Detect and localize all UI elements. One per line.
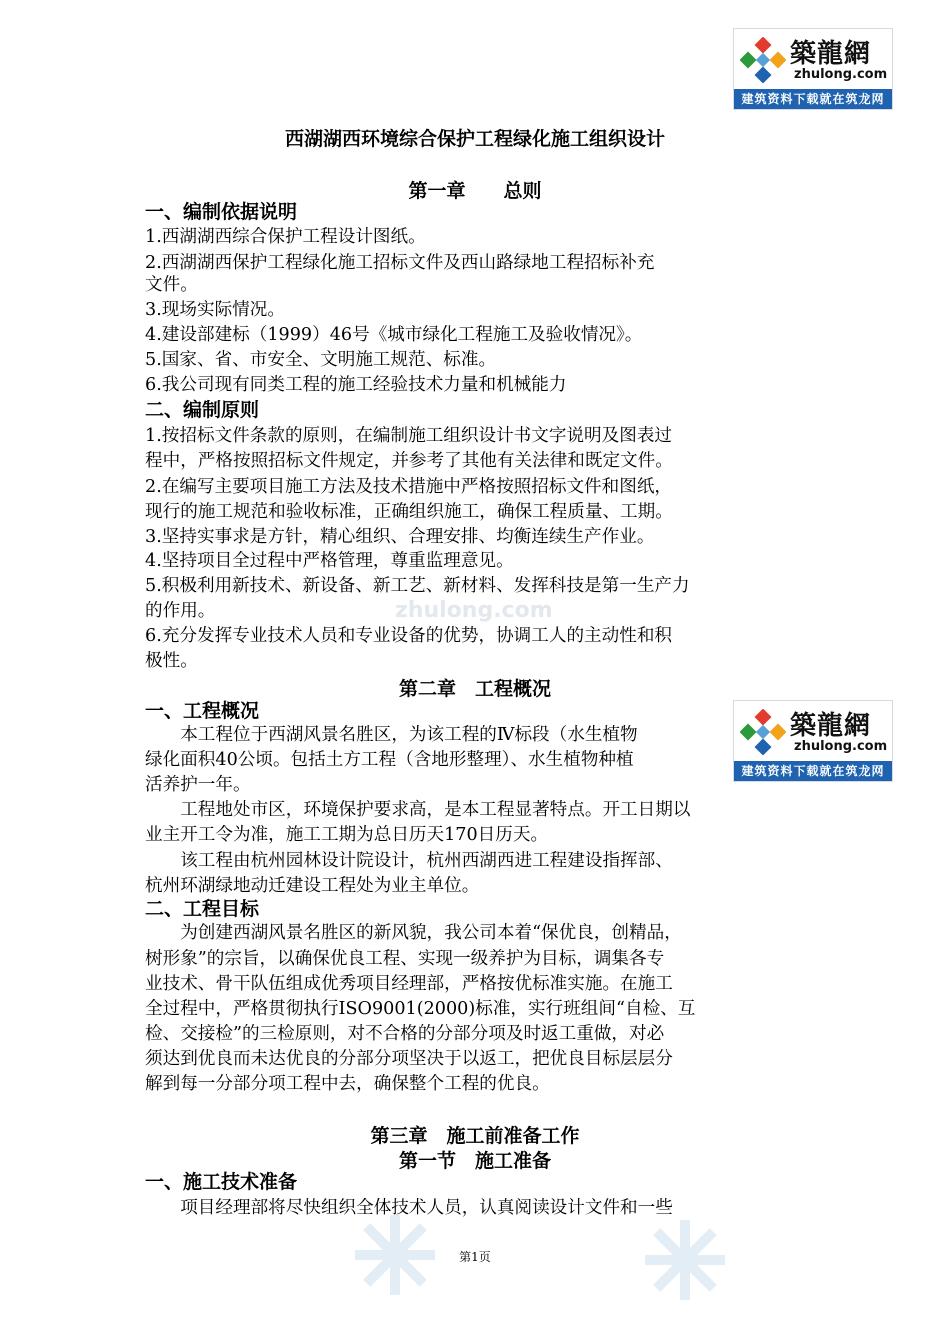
section-title: 第一节 施工准备 [398,1150,551,1172]
paragraph-line: 5.国家、省、市安全、文明施工规范、标准。 [145,350,497,370]
paragraph-line: 该工程由杭州园林设计院设计，杭州西湖西进工程建设指挥部、 [145,851,673,871]
logo-slogan: 建筑资料下载就在筑龙网 [734,89,892,109]
logo-name: 築龍網 [790,39,872,69]
paragraph-line: 文件。 [145,275,198,295]
paragraph-line: 3.坚持实事求是方针，精心组织、合理安排、均衡连续生产作业。 [145,527,655,547]
paragraph-line: 4.坚持项目全过程中严格管理，尊重监理意见。 [145,551,514,571]
zhulong-logo-overlay [733,700,893,782]
paragraph-line: 活养护一年。 [145,775,251,795]
section-heading: 一、施工技术准备 [145,1171,298,1193]
paragraph-line: 树形象”的宗旨，以确保优良工程、实现一级养护为目标，调集各专 [145,949,665,969]
chapter-3-title: 第三章 施工前准备工作 [370,1125,580,1147]
paragraph-line: 检、交接检”的三检原则，对不合格的分部分项及时返工重做，对必 [145,1024,665,1044]
zhulong-logo-icon [740,709,786,755]
paragraph-line: 全过程中，严格贯彻执行ISO9001(2000)标准，实行班组间“自检、互 [145,999,696,1019]
logo-domain: zhulong.com [794,739,888,754]
chapter-2-title: 第二章 工程概况 [398,678,551,700]
logo-slogan: 建筑资料下载就在筑龙网 [734,761,892,781]
paragraph-line: 本工程位于西湖风景名胜区，为该工程的Ⅳ标段（水生植物 [145,725,638,745]
paragraph-line: 5.积极利用新技术、新设备、新工艺、新材料、发挥科技是第一生产力 [145,576,690,596]
paragraph-line: 3.现场实际情况。 [145,300,285,320]
document-title: 西湖湖西环境综合保护工程绿化施工组织设计 [284,128,665,150]
paragraph-line: 为创建西湖风景名胜区的新风貌，我公司本着“保优良，创精品， [145,923,682,943]
logo-name: 築龍網 [790,711,872,741]
paragraph-line: 6.充分发挥专业技术人员和专业设备的优势，协调工人的主动性和积 [145,626,673,646]
zhulong-watermark: zhulong.com [395,598,553,623]
paragraph-line: 解到每一分部分项工程中去，确保整个工程的优良。 [145,1074,550,1094]
zhulong-logo-icon [740,37,786,83]
paragraph-line: 2.在编写主要项目施工方法及技术措施中严格按照招标文件和图纸， [145,477,673,497]
paragraph-line: 业技术、骨干队伍组成优秀项目经理部，严格按优标准实施。在施工 [145,974,673,994]
paragraph-line: 工程地处市区，环境保护要求高，是本工程显著特点。开工日期以 [145,800,691,820]
paragraph-line: 现行的施工规范和验收标准，正确组织施工，确保工程质量、工期。 [145,502,673,522]
paragraph-line: 项目经理部将尽快组织全体技术人员，认真阅读设计文件和一些 [145,1198,673,1218]
paragraph-line: 1.按招标文件条款的原则，在编制施工组织设计书文字说明及图表过 [145,426,673,446]
paragraph-line: 1.西湖湖西综合保护工程设计图纸。 [145,227,426,247]
paragraph-line: 6.我公司现有同类工程的施工经验技术力量和机械能力 [145,375,567,395]
chapter-1-title: 第一章 总则 [408,180,542,202]
paragraph-line: 业主开工令为准，施工工期为总日历天170日历天。 [145,825,549,845]
paragraph-line: 程中，严格按照招标文件规定，并参考了其他有关法律和既定文件。 [145,451,673,471]
section-heading: 一、编制依据说明 [145,201,298,223]
paragraph-line: 绿化面积40公顷。包括土方工程（含地形整理）、水生植物种植 [145,750,634,770]
paragraph-line: 须达到优良而未达优良的分部分项坚决于以返工，把优良目标层层分 [145,1049,673,1069]
paragraph-line: 2.西湖湖西保护工程绿化施工招标文件及西山路绿地工程招标补充 [145,253,655,273]
paragraph-line: 极性。 [145,651,198,671]
paragraph-line: 的作用。 [145,601,216,621]
section-heading: 二、工程目标 [145,898,260,920]
zhulong-logo [733,28,893,110]
section-heading: 二、编制原则 [145,399,260,421]
logo-domain: zhulong.com [794,67,888,82]
paragraph-line: 杭州环湖绿地动迁建设工程处为业主单位。 [145,876,480,896]
section-heading: 一、工程概况 [145,700,260,722]
page-number: 第1页 [459,1250,491,1264]
paragraph-line: 4.建设部建标（1999）46号《城市绿化工程施工及验收情况》。 [145,325,643,345]
